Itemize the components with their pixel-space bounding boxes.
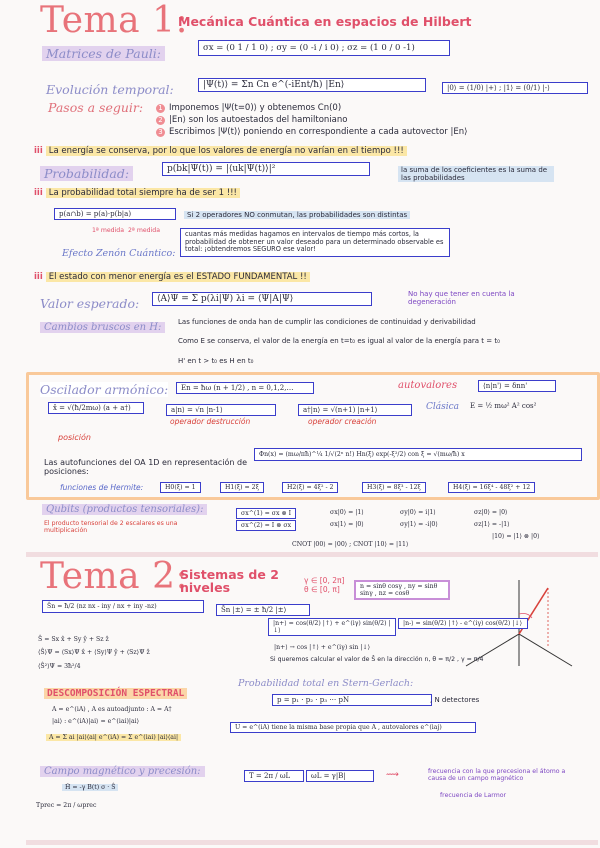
a-box: a|n⟩ = √n |n-1⟩ xyxy=(166,404,276,416)
oscilador-energy: En = ħω (n + 1/2) , n = 0,1,2,… xyxy=(176,382,314,394)
tema1-subtitle: Mecánica Cuántica en espacios de Hilbert xyxy=(178,14,472,29)
posicion-label: posición xyxy=(58,433,91,442)
prob-note: la suma de los coeficientes es la suma de las probabilidades xyxy=(398,166,554,182)
qubits-op-1: σx^(1) = σx ⊗ I xyxy=(236,508,296,519)
larmor-label: frecuencia de Larmor xyxy=(440,792,507,799)
tprec: Tprec = 2π / ωprec xyxy=(36,802,97,809)
pauli-label: Matrices de Pauli: xyxy=(42,46,165,61)
fundamental-note: iii El estado con menor energía es el ESTADO FUNDAMENTAL !! xyxy=(34,272,310,282)
hermite-3: H3(ξ) = 8ξ³ - 12ξ xyxy=(362,482,426,493)
energia-note: iii La energía se conserva, por lo que los valores de energía no varían en el tiempo !!! xyxy=(34,146,407,156)
pasos-label: Pasos a seguir: xyxy=(48,100,144,115)
pauli-box: σx = (0 1 / 1 0) ; σy = (0 -i / i 0) ; σz = (1 0 / 0 -1) xyxy=(198,40,450,56)
descomp-line-3: A = Σ ai |ai⟩⟨ai| e^(iA) = Σ e^(iai) |ai⟩⟨ai| xyxy=(46,734,181,741)
x-box: x̂ = √(ħ/2mω) (a + a†) xyxy=(48,402,144,414)
hermite-4: H4(ξ) = 16ξ⁴ - 48ξ² + 12 xyxy=(448,482,535,493)
qubit-state-2: σy|0⟩ = i|1⟩ xyxy=(400,509,436,516)
minus-box: |n-⟩ = sin(θ/2) |↑⟩ - e^(iγ) cos(θ/2) |↓⟩ xyxy=(398,618,528,629)
prob-total: iii La probabilidad total siempre ha de ser 1 !!! xyxy=(34,188,240,198)
prob-label: Probabilidad: xyxy=(40,166,133,181)
qubits-label: Qubits (productos tensoriales): xyxy=(42,504,207,515)
fundamental-text: El estado con menor energía es el ESTADO FUNDAMENTAL !! xyxy=(46,272,310,282)
oscilador-label: Oscilador armónico: xyxy=(40,382,169,397)
tema2-title: Tema 2: xyxy=(40,556,189,597)
clasica-eq: E = ½ mω² A² cos² xyxy=(470,402,537,410)
cnot-right: |10⟩ = |1⟩ ⊗ |0⟩ xyxy=(492,533,540,540)
esperado-label: Valor esperado: xyxy=(40,296,140,311)
cambios-label: Cambios bruscos en H: xyxy=(40,322,165,333)
autovalores-label: autovalores xyxy=(398,380,458,391)
frecuencia-note: frecuencia con la que precesiona el átomo a causa de un campo magnético xyxy=(428,768,566,782)
step-2-marker: 2 xyxy=(156,116,165,125)
bloch-y-axis xyxy=(519,634,572,666)
prob-eq: p(a∩b) = p(a)·p(b|a) xyxy=(54,208,176,220)
qubit-state-5: σy|1⟩ = -i|0⟩ xyxy=(400,521,438,528)
a-label: operador destrucción xyxy=(170,417,251,426)
zeno-label: Efecto Zenón Cuántico: xyxy=(62,248,176,259)
spin-eig: Ŝn |±⟩ = ± ħ/2 |±⟩ xyxy=(216,604,310,616)
step-1-marker: 1 xyxy=(156,104,165,113)
s-mod: ⟨Ŝ²⟩Ψ = 3ħ²/4 xyxy=(38,663,81,670)
u-box: U = e^(iA) tiene la misma base propia que A , autovalores e^(iaj) xyxy=(230,722,476,733)
qubit-state-6: σz|1⟩ = -|1⟩ xyxy=(474,521,510,528)
evolucion-right: |0⟩ = (1/0) |+⟩ ; |1⟩ = (0/1) |-⟩ xyxy=(442,82,588,94)
campo-label: Campo magnético y precesión: xyxy=(40,766,205,777)
s-expansion: Ŝ = Sx x̂ + Sy ŷ + Sz ẑ xyxy=(38,636,109,643)
n-box: n = sinθ cosγ , ny = sinθ sinγ , nz = cosθ xyxy=(354,580,450,600)
paso-2 xyxy=(156,115,347,125)
esperado-box: ⟨A⟩Ψ = Σ p(λi|Ψ) λi = ⟨Ψ|A|Ψ⟩ xyxy=(152,292,372,306)
cambios-item-1: Las funciones de onda han de cumplir las condiciones de continuidad y derivabilidad xyxy=(178,318,476,326)
section-divider-2 xyxy=(26,840,598,845)
cnot: CNOT |00⟩ = |00⟩ ; CNOT |10⟩ = |11⟩ xyxy=(292,541,409,548)
prob-box: p(bk|Ψ(t)) = |⟨uk|Ψ(t)⟩|² xyxy=(162,162,370,176)
hermite-label: funciones de Hermite: xyxy=(60,483,144,492)
campo-eq: Ĥ = -γ B(t) σ · Ŝ xyxy=(62,784,118,791)
tema1-title: Tema 1: xyxy=(40,0,189,41)
energia-note-text: La energía se conserva, por lo que los valores de energía no varían en el tiempo !!! xyxy=(46,146,407,156)
descomp-line-2: |ai⟩ : e^(iA)|ai⟩ = e^(iai)|ai⟩ xyxy=(52,718,140,725)
paso-3 xyxy=(156,127,467,137)
qubits-note: El producto tensorial de 2 escalares es una multiplicación xyxy=(44,520,178,534)
evolucion-label: Evolución temporal: xyxy=(46,82,174,97)
spin-box: Ŝn = ħ/2 (nz nx - iny / nx + iny -nz) xyxy=(42,600,204,613)
hermite-1: H1(ξ) = 2ξ xyxy=(220,482,264,493)
qubit-state-4: σx|1⟩ = |0⟩ xyxy=(330,521,364,528)
qubit-state-3: σz|0⟩ = |0⟩ xyxy=(474,509,508,516)
evolucion-box: |Ψ(t)⟩ = Σn Cn e^(-iEnt/ħ) |En⟩ xyxy=(198,78,426,92)
descomp-line-1: A = e^(iA) , A es autoadjunto : A = A† xyxy=(52,706,172,713)
hermite-2: H2(ξ) = 4ξ² - 2 xyxy=(282,482,338,493)
qubits-op-2: σx^(2) = I ⊗ σx xyxy=(236,520,296,531)
cambios-item-2: Como E se conserva, el valor de la energía en t=t₀ es igual al valor de la energía para t = t₀ xyxy=(178,337,500,345)
paso-1-text: Imponemos |Ψ(t=0)⟩ y obtenemos Cn(0) xyxy=(169,103,342,113)
period-box: T = 2π / ωL xyxy=(244,770,304,782)
esperado-note: No hay que tener en cuenta la degeneración xyxy=(408,290,515,306)
autofunciones-text: Las autofunciones del OA 1D en representación de posiciones: xyxy=(44,458,247,476)
adag-label: operador creación xyxy=(308,417,377,426)
step-3-marker: 3 xyxy=(156,128,165,137)
paso-2-text: |En⟩ son los autoestados del hamiltoniano xyxy=(169,115,348,125)
medida-1: 1ª medida xyxy=(92,227,125,234)
operadores-note: Si 2 operadores NO conmutan, las probabilidades son distintas xyxy=(184,211,410,219)
stern-note: , N detectores xyxy=(430,696,480,704)
omega-box: ωL = γ|B| xyxy=(306,770,374,782)
s-expect: ⟨Ŝ⟩Ψ = ⟨Sx⟩Ψ x̂ + ⟨Sy⟩Ψ ŷ + ⟨Sz⟩Ψ ẑ xyxy=(38,649,150,656)
qubit-state-1: σx|0⟩ = |1⟩ xyxy=(330,509,364,516)
hermite-0: H0(ξ) = 1 xyxy=(160,482,201,493)
cambios-item-3: H' en t > t₀ es H en t₀ xyxy=(178,357,254,365)
medida-2: 2ª medida xyxy=(128,227,161,234)
autofunciones-box: Φn(x) = (mω/πħ)^¼ 1/√(2ⁿ n!) Hn(ξ) exp(-ξ²/2) con ξ = √(mω/ħ) x xyxy=(254,448,582,461)
tema2-subtitle: Sistemas de 2 niveles xyxy=(180,567,279,595)
direction-note: Si queremos calcular el valor de Ŝ en la dirección n, θ = π/2 , γ = π/4 xyxy=(270,656,484,663)
arrow-icon: ⟿ xyxy=(386,770,399,780)
autovalores-box: ⟨n|n'⟩ = δnn' xyxy=(478,380,556,392)
plus-box: |n+⟩ = cos(θ/2) |↑⟩ + e^(iγ) sin(θ/2) |↓⟩ xyxy=(268,618,396,636)
paso-1 xyxy=(156,103,341,113)
angles: γ ∈ [0, 2π] θ ∈ [0, π] xyxy=(304,576,345,594)
zeno-box: cuantas más medidas hagamos en intervalos de tiempo más cortos, la probabilidad de obtener un valor deseado para un determinado observable es total: ¡obtendremos SEGURO ese valor! xyxy=(180,228,450,257)
paso-3-text: Escribimos |Ψ(t)⟩ poniendo en correspondiente a cada autovector |En⟩ xyxy=(169,127,468,137)
descomp-label: DESCOMPOSICIÓN ESPECTRAL xyxy=(44,688,187,699)
clasica-label: Clásica xyxy=(426,402,460,412)
phase-eq: |n+⟩ → cos |↑⟩ + e^(iγ) sin |↓⟩ xyxy=(274,644,371,651)
adag-box: a†|n⟩ = √(n+1) |n+1⟩ xyxy=(298,404,412,416)
prob-total-text: La probabilidad total siempre ha de ser 1 !!! xyxy=(46,188,240,198)
stern-box: p = p₁ · p₂ · p₃ ⋯ pN xyxy=(272,694,432,706)
stern-label: Probabilidad total en Stern-Gerlach: xyxy=(238,678,414,689)
